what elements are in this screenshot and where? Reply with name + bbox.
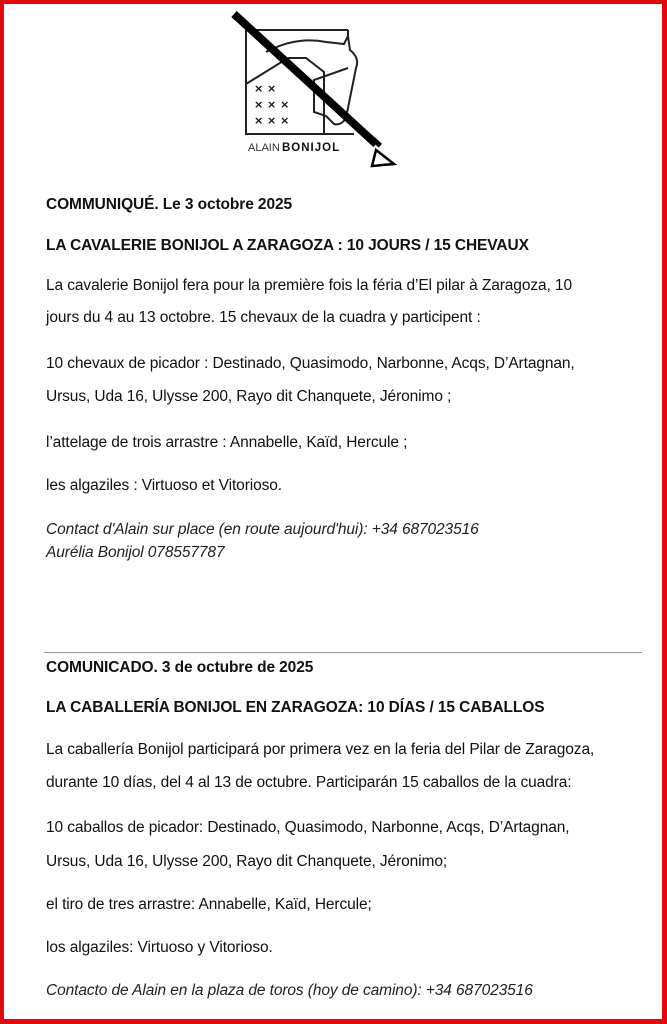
bonijol-logo — [226, 6, 401, 168]
fr-intro-line2: jours du 4 au 13 octobre. 15 chevaux de la cuadra y participent : — [46, 309, 481, 326]
fr-contact-line1: Contact d'Alain sur place (en route aujourd'hui): +34 687023516 — [46, 521, 479, 538]
logo-brand-first: ALAIN — [248, 142, 280, 154]
logo-crosses — [254, 82, 289, 127]
section-divider — [44, 652, 642, 653]
svg-text:× × ×: × × × — [254, 98, 290, 111]
es-arrastre: el tiro de tres arrastre: Annabelle, Kaïd, Hercule; — [46, 896, 372, 913]
es-header: COMUNICADO. 3 de octubre de 2025 — [46, 659, 314, 676]
svg-text:× ×: × × — [254, 82, 277, 95]
es-algaziles: los algaziles: Virtuoso y Vitorioso. — [46, 939, 273, 956]
es-intro-line2: durante 10 días, del 4 al 13 de octubre. Participarán 15 caballos de la cuadra: — [46, 774, 572, 791]
fr-arrastre: l’attelage de trois arrastre : Annabelle, Kaïd, Hercule ; — [46, 434, 408, 451]
es-contact-line1: Contacto de Alain en la plaza de toros (hoy de camino): +34 687023516 — [46, 982, 533, 999]
fr-intro-line1: La cavalerie Bonijol fera pour la première fois la féria d’El pilar à Zaragoza, 10 — [46, 277, 572, 294]
fr-contact-line2: Aurélia Bonijol 078557787 — [46, 544, 225, 561]
es-intro-line1: La caballería Bonijol participará por primera vez en la feria del Pilar de Zaragoza, — [46, 741, 595, 758]
svg-text:× × ×: × × × — [254, 114, 290, 127]
es-title: LA CABALLERÍA BONIJOL EN ZARAGOZA: 10 DÍAS / 15 CABALLOS — [46, 699, 545, 716]
fr-header: COMMUNIQUÉ. Le 3 octobre 2025 — [46, 196, 293, 213]
logo-brand-second: BONIJOL — [282, 142, 341, 154]
fr-title: LA CAVALERIE BONIJOL A ZARAGOZA : 10 JOURS / 15 CHEVAUX — [46, 237, 529, 254]
es-picador-line2: Ursus, Uda 16, Ulysse 200, Rayo dit Chanquete, Jéronimo; — [46, 853, 448, 870]
fr-algaziles: les algaziles : Virtuoso et Vitorioso. — [46, 477, 283, 494]
fr-picador-line1: 10 chevaux de picador : Destinado, Quasimodo, Narbonne, Acqs, D’Artagnan, — [46, 355, 575, 372]
es-picador-line1: 10 caballos de picador: Destinado, Quasimodo, Narbonne, Acqs, D’Artagnan, — [46, 819, 570, 836]
fr-picador-line2: Ursus, Uda 16, Ulysse 200, Rayo dit Chanquete, Jéronimo ; — [46, 388, 452, 405]
